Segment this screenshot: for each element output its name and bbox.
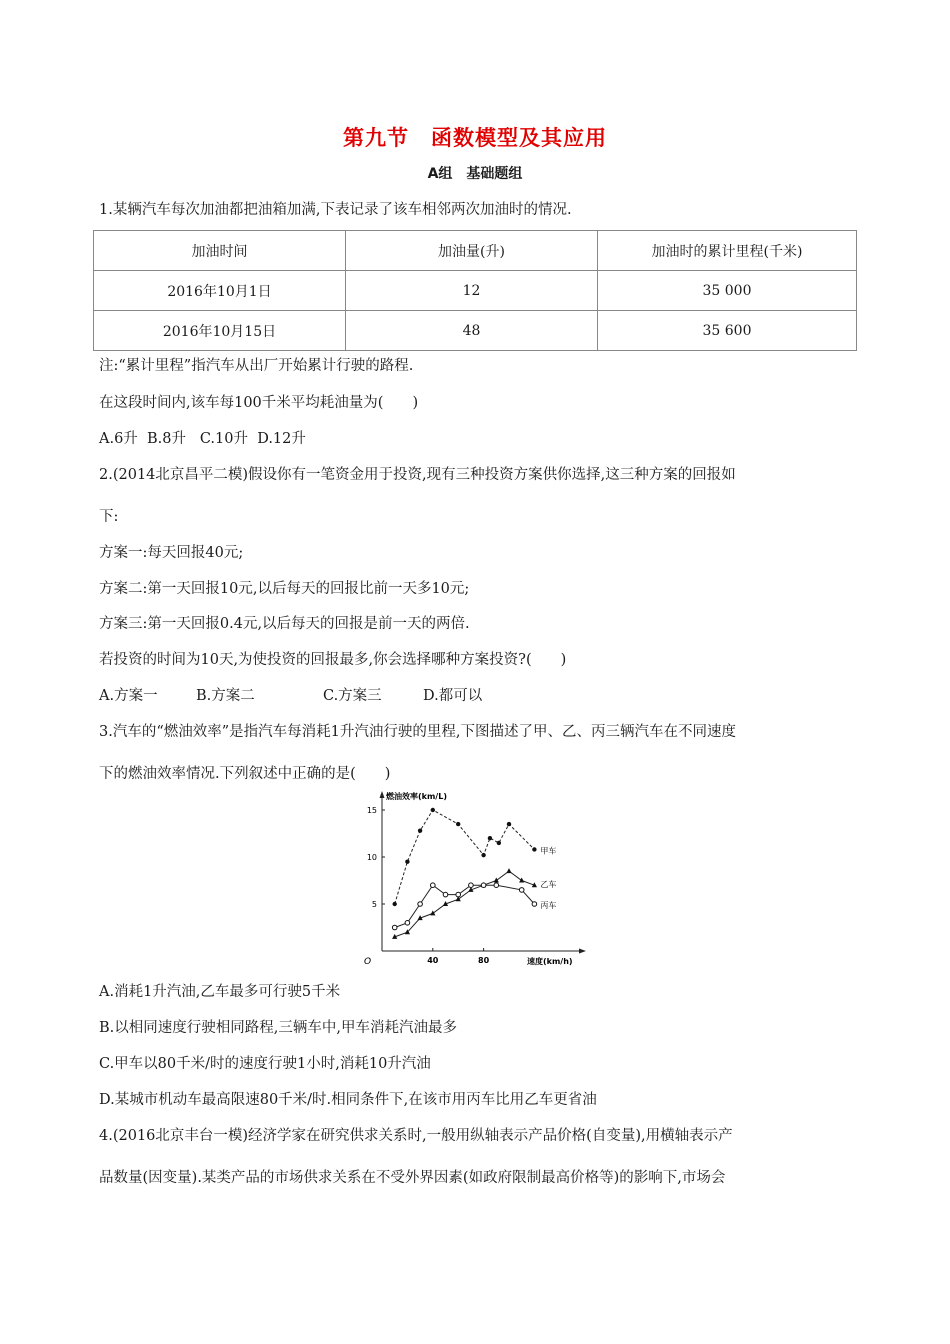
table-header-cell: 加油时的累计里程(千米) (598, 231, 857, 271)
table-cell: 35 000 (598, 271, 857, 311)
x-tick-label: 40 (427, 956, 439, 965)
y-tick-label: 15 (366, 806, 377, 815)
series-label-bing: 丙车 (540, 901, 557, 910)
data-point-bing (405, 921, 410, 926)
data-point-jia (532, 847, 536, 851)
data-point-bing (443, 892, 448, 897)
q1-question: 在这段时间内,该车每100千米平均耗油量为( ) (99, 395, 419, 411)
table-cell: 2016年10月15日 (94, 311, 346, 351)
series-label-jia: 甲车 (540, 846, 557, 856)
data-point-bing (519, 888, 524, 893)
origin-label: O (364, 957, 372, 967)
data-point-yi (519, 878, 524, 883)
table-header-cell: 加油时间 (94, 231, 346, 271)
option-a: A.6升 (99, 431, 138, 447)
q3-option-a: A.消耗1升汽油,乙车最多可行驶5千米 (99, 984, 341, 1000)
page-title: 第九节 函数模型及其应用 (343, 126, 607, 150)
data-point-bing (431, 883, 436, 888)
series-label-yi: 乙车 (540, 880, 557, 890)
q1-options (99, 427, 306, 448)
y-tick-label: 5 (371, 900, 377, 909)
q4-line1: 4.(2016北京丰台一模)经济学家在研究供求关系时,一般用纵轴表示产品价格(自变量),用横轴表示产 (99, 1128, 733, 1144)
q4-line2: 品数量(因变量).某类产品的市场供求关系在不受外界因素(如政府限制最高价格等)的影响下,市场会 (99, 1170, 726, 1186)
data-point-jia (431, 808, 435, 812)
q2-question: 若投资的时间为10天,为使投资的回报最多,你会选择哪种方案投资?( ) (99, 652, 567, 668)
q2-plan2: 方案二:第一天回报10元,以后每天的回报比前一天多10元; (99, 581, 470, 597)
option-c: C.方案三 (323, 688, 382, 704)
x-axis-arrow (579, 949, 586, 954)
data-point-jia (456, 822, 460, 826)
data-point-jia (507, 822, 511, 826)
table-row (94, 271, 857, 311)
table-row (94, 311, 857, 351)
data-point-yi (506, 868, 511, 873)
option-b: B.方案二 (196, 688, 255, 704)
q3-stem-line2: 下的燃油效率情况.下列叙述中正确的是( ) (99, 766, 391, 782)
table-header-cell: 加油量(升) (346, 231, 598, 271)
data-point-bing (469, 883, 474, 888)
option-b: B.8升 (147, 431, 187, 447)
data-point-jia (405, 860, 409, 864)
q2-plan1: 方案一:每天回报40元; (99, 545, 244, 561)
section-subtitle: A组 基础题组 (427, 166, 523, 182)
data-point-yi (494, 878, 499, 883)
q3-option-d: D.某城市机动车最高限速80千米/时.相同条件下,在该市用丙车比用乙车更省油 (99, 1092, 597, 1108)
y-axis-arrow (380, 791, 385, 798)
y-axis-label: 燃油效率(km/L) (386, 792, 447, 801)
data-point-jia (488, 836, 492, 840)
table-cell: 2016年10月1日 (94, 271, 346, 311)
q1-note: 注:“累计里程”指汽车从出厂开始累计行驶的路程. (99, 358, 414, 374)
fuel-efficiency-chart (355, 786, 595, 971)
table-cell: 35 600 (598, 311, 857, 351)
series-line-bing (395, 885, 535, 927)
q2-plan3: 方案三:第一天回报0.4元,以后每天的回报是前一天的两倍. (99, 616, 470, 632)
data-point-bing (456, 892, 461, 897)
data-point-bing (481, 883, 486, 888)
option-a: A.方案一 (99, 688, 158, 704)
data-point-yi (430, 910, 435, 915)
x-axis-label: 速度(km/h) (527, 957, 573, 966)
table-cell: 12 (346, 271, 598, 311)
series-line-yi (395, 871, 535, 937)
q2-options (99, 684, 482, 705)
y-tick-label: 10 (366, 853, 377, 862)
table-cell: 48 (346, 311, 598, 351)
data-point-jia (418, 828, 422, 832)
data-point-jia (497, 841, 501, 845)
data-point-bing (494, 883, 499, 888)
data-point-bing (418, 902, 423, 907)
q2-stem-line1: 2.(2014北京昌平二模)假设你有一笔资金用于投资,现有三种投资方案供你选择,这三种方案的回报如 (99, 467, 736, 483)
q3-stem-line1: 3.汽车的“燃油效率”是指汽车每消耗1升汽油行驶的里程,下图描述了甲、乙、丙三辆汽车在不同速度 (99, 724, 736, 740)
data-point-jia (481, 853, 485, 857)
data-point-jia (393, 902, 397, 906)
q3-option-b: B.以相同速度行驶相同路程,三辆车中,甲车消耗汽油最多 (99, 1020, 457, 1036)
table-header-row (94, 231, 857, 271)
q3-option-c: C.甲车以80千米/时的速度行驶1小时,消耗10升汽油 (99, 1056, 431, 1072)
option-d: D.都可以 (423, 688, 483, 704)
q1-stem: 1.某辆汽车每次加油都把油箱加满,下表记录了该车相邻两次加油时的情况. (99, 202, 572, 218)
q2-stem-line2: 下: (99, 509, 119, 525)
data-point-bing (532, 902, 537, 907)
option-c: C.10升 (199, 431, 248, 447)
data-point-bing (392, 925, 397, 930)
fuel-table (93, 230, 857, 351)
option-d: D.12升 (257, 431, 306, 447)
x-tick-label: 80 (478, 956, 490, 965)
